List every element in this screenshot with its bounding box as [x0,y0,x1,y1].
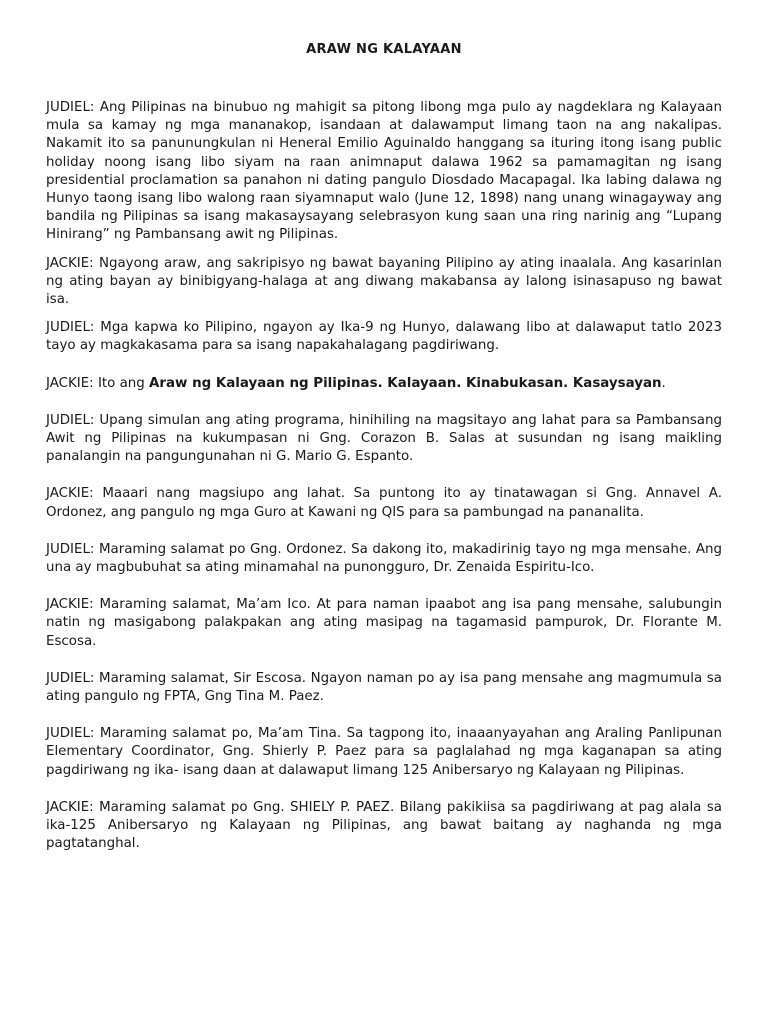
script-paragraph-2: JACKIE: Ngayong araw, ang sakripisyo ng bawat bayaning Pilipino ay ating inaalala. Ang kasarinlan ng ating bayan ay binibigyang-halaga at ang diwang makabansa ay lalong isinasapuso ng bawat isa. [46,255,722,308]
paragraph-4-bold-theme: Araw ng Kalayaan ng Pilipinas. Kalayaan. Kinabukasan. Kasaysayan [149,375,662,391]
document-title: ARAW NG KALAYAAN [306,42,462,57]
script-paragraph-6: JACKIE: Maaari nang magsiupo ang lahat. Sa puntong ito ay tinatawagan si Gng. Annavel A. Ordonez, ang pangulo ng mga Guro at Kawani ng QIS para sa pambungad na pananalita. [46,486,722,520]
script-paragraph-7: JUDIEL: Maraming salamat po Gng. Ordonez. Sa dakong ito, makadirinig tayo ng mga mensahe. Ang una ay magbubuhat sa ating minamahal na punongguro, Dr. Zenaida Espiritu-Ico. [46,541,722,576]
script-paragraph-10: JUDIEL: Maraming salamat po, Ma’am Tina. Sa tagpong ito, inaaanyayahan ang Araling Panlipunan Elementary Coordinator, Gng. Shierly P. Paez para sa paglalahad ng mga kaganapan sa ating pagdiriwang ng ika- isang daan at dalawaput limang 125 Anibersaryo ng Kalayaan ng Pilipinas. [46,726,722,778]
paragraph-4-suffix: . [661,375,666,391]
script-paragraph-5: JUDIEL: Upang simulan ang ating programa, hinihiling na magsitayo ang lahat para sa Pambansang Awit ng Pilipinas na kukumpasan ni Gng. Corazon B. Salas at susundan ng isang maikling panalangin na pangungunahan ni G. Mario G. Espanto. [46,412,722,465]
document-page [46,42,722,854]
script-paragraph-4 [46,375,722,393]
script-paragraph-11: JACKIE: Maraming salamat po Gng. SHIELY P. PAEZ. Bilang pakikiisa sa pagdiriwang at pag alala sa ika-125 Anibersaryo ng Kalayaan ng Pilipinas, ang bawat baitang ay naghanda ng mga pagtatanghal. [46,799,722,852]
script-paragraph-9: JUDIEL: Maraming salamat, Sir Escosa. Ngayon naman po ay isa pang mensahe ang magmumula sa ating pangulo ng FPTA, Gng Tina M. Paez. [46,670,722,705]
script-paragraph-8: JACKIE: Maraming salamat, Ma’am Ico. At para naman ipaabot ang isa pang mensahe, salubungin natin ng masigabong palakpakan ang ating masipag na tagamasid pampurok, Dr. Florante M. Escosa. [46,597,722,649]
script-paragraph-3: JUDIEL: Mga kapwa ko Pilipino, ngayon ay Ika-9 ng Hunyo, dalawang libo at dalawaput tatlo 2023 tayo ay magkakasama para sa isang napakahalagang pagdiriwang. [46,320,722,354]
script-paragraph-1: JUDIEL: Ang Pilipinas na binubuo ng mahigit sa pitong libong mga pulo ay nagdeklara ng Kalayaan mula sa kamay ng mga mananakop, isandaan at dalawamput limang taon na ang nakalipas. Nakamit ito sa panunungkulan ni Heneral Emilio Aguinaldo hanggang sa ituring itong isang public holiday noong isang libo siyam na raan animnaput dalawa 1962 sa pamamagitan ng isang presidential proclamation sa panahon ni dating pangulo Diosdado Macapagal. Ika labing dalawa ng Hunyo taong isang libo walong raan siyamnaput walo (June 12, 1898) nang unang winagayway ang bandila ng Pilipinas sa isang makasaysayang selebrasyon kung saan una ring narinig ang “Lupang Hinirang” ng Pambansang awit ng Pilipinas. [46,100,722,243]
paragraph-4-prefix: JACKIE: Ito ang [46,375,150,391]
